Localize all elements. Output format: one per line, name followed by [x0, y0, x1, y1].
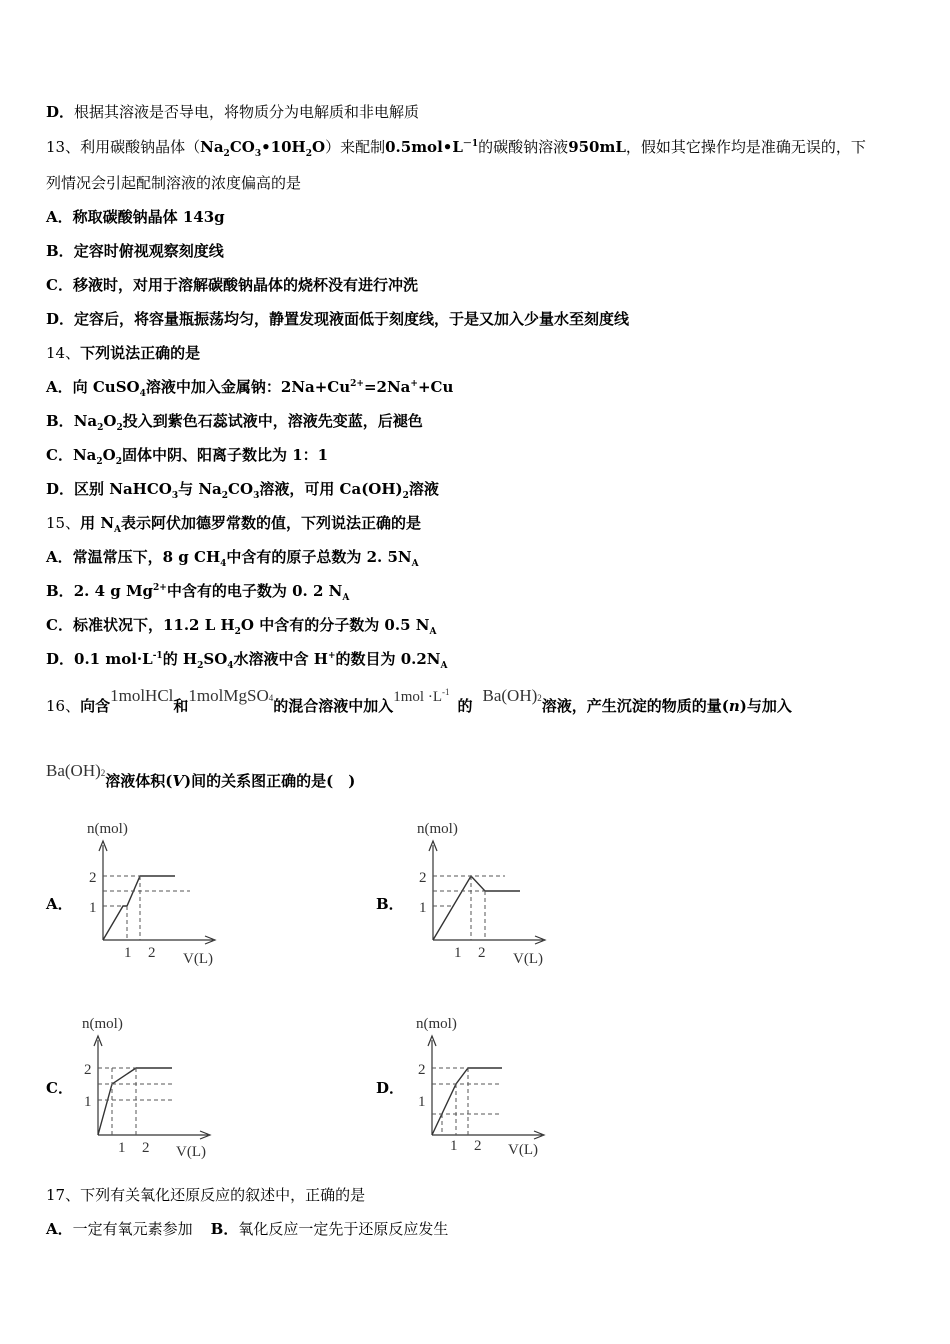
option-text: 称取碳酸钠晶体 143g — [72, 208, 225, 226]
concentration: $0.5mol•L^{-1}$ — [385, 138, 479, 156]
math-1molmgso4: 1molMgSO4 — [188, 686, 274, 705]
q16-stem-line2: Ba(OH)2溶液体积(V)间的关系图正确的是( ) — [46, 761, 356, 790]
stem-text: 下列有关氧化还原反应的叙述中，正确的是 — [80, 1186, 366, 1204]
volume: 950mL — [568, 138, 626, 156]
q16-stem: 16、向含1molHCl和1molMgSO4的混合溶液中加入$1mol \cdot L^{-1}$的Ba(OH)2溶液，产生沉淀的物质的量(n)与加入 — [46, 686, 792, 715]
q15-option-a: A．常温常压下，8 g $CH_4$中含有的原子总数为 2. $5N_A$ — [46, 548, 419, 569]
q15-option-b: B．2. 4 g $Mg^{2+}$中含有的电子数为 0. 2 $N_A$ — [46, 582, 350, 603]
option-label: D． — [46, 103, 75, 121]
math-baoh2: Ba(OH)2 — [482, 686, 542, 705]
stem-text: 下列说法正确的是 — [80, 344, 201, 362]
option-text: 氧化反应一定先于还原反应发生 — [238, 1220, 449, 1238]
option-label: A． — [46, 208, 73, 226]
formula-na2co3: $Na_2CO_3•10H_2O$ — [200, 138, 326, 159]
x-label: V(L) — [508, 1142, 538, 1158]
stem-text: ，假如其它操作均是准确无误的，下 — [625, 138, 866, 156]
option-label: B． — [46, 242, 74, 260]
q15-stem — [46, 513, 421, 533]
tick-y2: 2 — [89, 870, 97, 886]
option-text: 定容时俯视观察刻度线 — [73, 242, 224, 260]
stem-text: 利用碳酸钠晶体（ — [80, 138, 201, 156]
question-number: 16、 — [46, 697, 81, 715]
stem-text: ）来配制 — [325, 138, 386, 156]
tick-x2: 2 — [474, 1138, 482, 1154]
y-label: n(mol) — [82, 1016, 123, 1032]
tick-x1: 1 — [118, 1140, 126, 1156]
tick-x1: 1 — [124, 945, 132, 961]
q17-stem — [46, 1185, 365, 1205]
q13-stem-line2: 列情况会引起配制溶液的浓度偏高的是 — [46, 174, 302, 192]
tick-y2: 2 — [84, 1062, 92, 1078]
x-label: V(L) — [513, 951, 543, 967]
tick-x2: 2 — [148, 945, 156, 961]
math-1molhcl: 1molHCl — [110, 686, 174, 705]
q14-stem — [46, 343, 200, 363]
option-label: D． — [46, 310, 75, 328]
q15-option-c: C．标准状况下，11.2 L $H_2O$ 中含有的分子数为 0.5 $N_A$ — [46, 616, 437, 637]
graph-d — [414, 1010, 554, 1165]
graph-b-label: B． — [376, 895, 404, 913]
tick-y2: 2 — [419, 870, 427, 886]
q13-option-d — [46, 309, 629, 329]
x-label: V(L) — [176, 1144, 206, 1160]
q14-option-a: A．向 CuSO$_4$溶液中加入金属钠：$2Na+Cu^{2+}=2Na^++Cu$ — [46, 378, 454, 399]
curve — [98, 1068, 172, 1135]
q12-option-d — [46, 102, 419, 122]
stem-text: 用 $N_A$表示阿伏加德罗常数的值，下列说法正确的是 — [80, 514, 422, 535]
question-number: 14、 — [46, 344, 81, 362]
math-baoh2: Ba(OH)2 — [46, 761, 106, 780]
y-label: n(mol) — [87, 821, 128, 837]
option-label: A． — [46, 1220, 73, 1238]
tick-y1: 1 — [89, 900, 97, 916]
option-text: 定容后，将容量瓶振荡均匀，静置发现液面低于刻度线，于是又加入少量水至刻度线 — [74, 310, 630, 328]
q14-option-b: B．$Na_2O_2$投入到紫色石蕊试液中，溶液先变蓝，后褪色 — [46, 412, 423, 433]
tick-y1: 1 — [84, 1094, 92, 1110]
curve — [433, 876, 520, 940]
question-number: 17、 — [46, 1186, 81, 1204]
q13-option-a — [46, 207, 225, 227]
q17-options — [46, 1219, 448, 1239]
graph-c — [80, 1010, 220, 1165]
question-number: 13、 — [46, 138, 81, 156]
option-text: 移液时，对用于溶解碳酸钠晶体的烧杯没有进行冲洗 — [72, 276, 418, 294]
curve — [103, 876, 175, 940]
option-text: 根据其溶液是否导电，将物质分为电解质和非电解质 — [74, 103, 420, 121]
graph-a — [85, 815, 225, 970]
graph-b — [415, 815, 555, 970]
tick-x1: 1 — [454, 945, 462, 961]
tick-y2: 2 — [418, 1062, 426, 1078]
tick-y1: 1 — [419, 900, 427, 916]
q13-option-b — [46, 241, 224, 261]
tick-x2: 2 — [142, 1140, 150, 1156]
option-text: 一定有氧元素参加 — [72, 1220, 193, 1238]
stem-text: 的碳酸钠溶液 — [478, 138, 569, 156]
y-label: n(mol) — [417, 821, 458, 837]
question-number: 15、 — [46, 514, 81, 532]
tick-y1: 1 — [418, 1094, 426, 1110]
q14-option-c: C．$Na_2O_2$固体中阴、阳离子数比为 1：1 — [46, 446, 329, 467]
tick-x1: 1 — [450, 1138, 458, 1154]
graph-a-label: A． — [46, 895, 73, 913]
q13-option-c — [46, 275, 418, 295]
q15-option-d: D．0.1 $mol\cdot L^{-1}$的 $H_2SO_4$水溶液中含 H+的数目为 $0.2N_A$ — [46, 650, 448, 671]
option-label: B． — [210, 1220, 239, 1238]
graph-c-label: C． — [46, 1079, 73, 1097]
option-label: C． — [46, 276, 73, 294]
math-concentration: $1mol \cdot L^{-1}$ — [393, 687, 450, 705]
q14-option-d: D．区别 NaHCO$_3$与 $Na_2CO_3$溶液，可用 $Ca(OH)_2$溶液 — [46, 480, 439, 501]
graph-d-label: D． — [376, 1079, 405, 1097]
x-label: V(L) — [183, 951, 213, 967]
q13-stem — [46, 137, 866, 157]
tick-x2: 2 — [478, 945, 486, 961]
y-label: n(mol) — [416, 1016, 457, 1032]
